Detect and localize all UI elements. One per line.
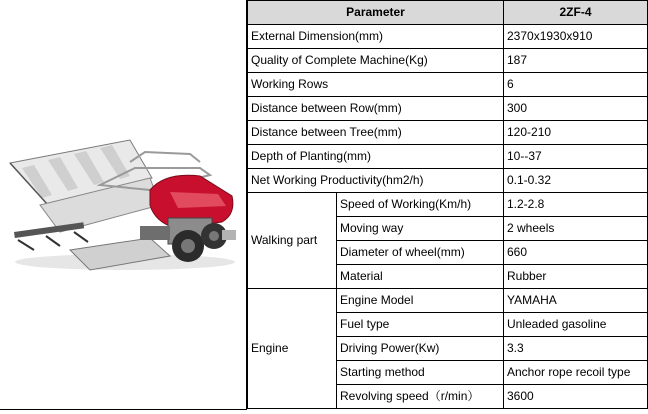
table-row [248,193,648,217]
row-label: Quality of Complete Machine(Kg) [248,49,504,73]
row-label: Driving Power(Kw) [337,337,504,361]
product-photo-cell [0,0,247,410]
row-value: Unleaded gasoline [504,313,648,337]
row-label: Distance between Row(mm) [248,97,504,121]
header-parameter: Parameter [248,1,504,25]
table-row [248,289,648,313]
table-header-row [248,1,648,25]
row-value: 187 [504,49,648,73]
spec-table [247,0,648,409]
group-label-walking: Walking part [248,193,337,289]
table-row [248,97,648,121]
row-value: 6 [504,73,648,97]
row-value: 2370x1930x910 [504,25,648,49]
row-label: Working Rows [248,73,504,97]
row-label: Engine Model [337,289,504,313]
row-value: 3.3 [504,337,648,361]
row-label: Diameter of wheel(mm) [337,241,504,265]
row-label: Revolving speed（r/min） [337,385,504,409]
row-value: Anchor rope recoil type [504,361,648,385]
table-row [248,25,648,49]
table-row [248,49,648,73]
group-label-engine: Engine [248,289,337,409]
row-value: 660 [504,241,648,265]
row-label: Material [337,265,504,289]
row-value: 1.2-2.8 [504,193,648,217]
table-row [248,73,648,97]
row-label: Moving way [337,217,504,241]
row-value: 10--37 [504,145,648,169]
row-label: Distance between Tree(mm) [248,121,504,145]
header-model: 2ZF-4 [504,1,648,25]
rice-transplanter-image [0,0,246,409]
row-label: Starting method [337,361,504,385]
row-value: YAMAHA [504,289,648,313]
table-row [248,121,648,145]
row-label: Depth of Planting(mm) [248,145,504,169]
row-value: 3600 [504,385,648,409]
row-value: Rubber [504,265,648,289]
row-value: 0.1-0.32 [504,169,648,193]
row-value: 300 [504,97,648,121]
table-row [248,169,648,193]
row-label: Net Working Productivity(hm2/h) [248,169,504,193]
row-label: External Dimension(mm) [248,25,504,49]
table-row [248,145,648,169]
row-label: Fuel type [337,313,504,337]
row-label: Speed of Working(Km/h) [337,193,504,217]
row-value: 2 wheels [504,217,648,241]
row-value: 120-210 [504,121,648,145]
